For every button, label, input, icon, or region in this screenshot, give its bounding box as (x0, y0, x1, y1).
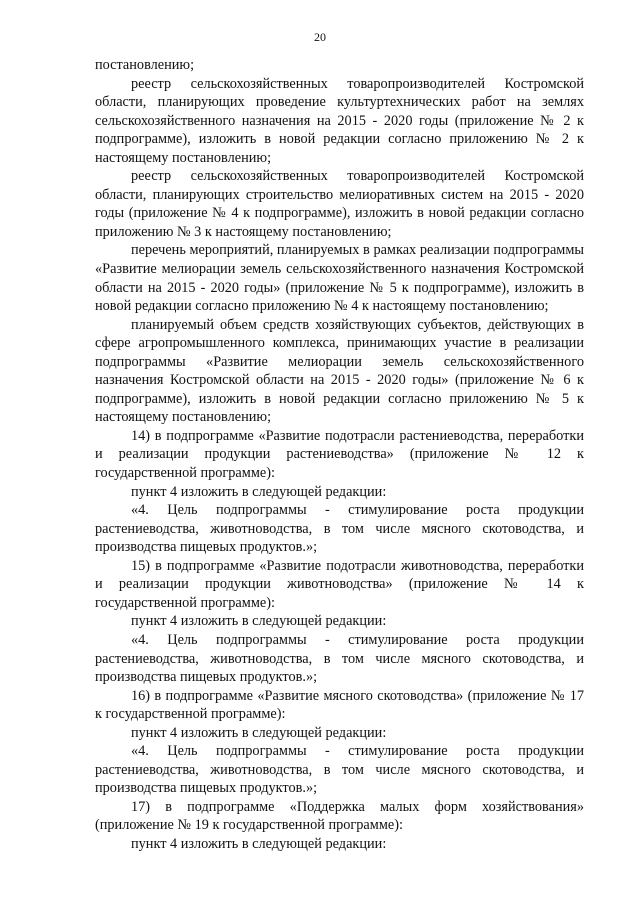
paragraph-continuation: постановлению; (95, 57, 195, 73)
paragraph-point-4-intro: пункт 4 изложить в следующей редакции: (131, 613, 387, 630)
paragraph-goal-quote: «4. Цель подпрограммы - стимулирование роста продукции растениеводства, животноводства, в том числе мясного скотоводства, и производства пищевых продуктов.»; (95, 502, 584, 556)
paragraph-goal-quote: «4. Цель подпрограммы - стимулирование роста продукции растениеводства, животноводства, в том числе мясного скотоводства, и производства пищевых продуктов.»; (95, 631, 584, 686)
paragraph-item-15: 15) в подпрограмме «Развитие подотрасли животноводства, переработки и реализации продукции животноводства» (приложение № 14 к государственной программе): (95, 557, 584, 611)
paragraph-item-17: 17) в подпрограмме «Поддержка малых форм хозяйствования» (приложение № 19 к государственной программе): (95, 798, 584, 834)
document-body (95, 56, 584, 854)
paragraph-registry-melioration-systems: реестр сельскохозяйственных товаропроизводителей Костромской области, планирующих строительство мелиоративных систем на 2015 - 2020 годы (приложение № 4 к подпрограмме), изложить в новой редакции согласно приложению № 3 к настоящему постановлению; (95, 168, 584, 240)
paragraph-item-16: 16) в подпрограмме «Развитие мясного скотоводства» (приложение № 17 к государственной программе): (95, 687, 584, 723)
paragraph-registry-cultural-works: реестр сельскохозяйственных товаропроизводителей Костромской области, планирующих проведение культуртехнических работ на землях сельскохозяйственного назначения на 2015 - 2020 годы (приложение № 2 к подпрограмме), изложить в новой редакции согласно приложению № 2 к настоящему постановлению; (95, 75, 584, 166)
page-number: 20 (314, 30, 326, 44)
paragraph-item-14: 14) в подпрограмме «Развитие подотрасли растениеводства, переработки и реализации продукции растениеводства» (приложение № 12 к государственной программе): (95, 427, 584, 482)
paragraph-point-4-intro: пункт 4 изложить в следующей редакции: (131, 483, 387, 500)
paragraph-point-4-intro: пункт 4 изложить в следующей редакции: (131, 835, 387, 852)
paragraph-goal-quote: «4. Цель подпрограммы - стимулирование роста продукции растениеводства, животноводства, в том числе мясного скотоводства, и производства пищевых продуктов.»; (95, 743, 584, 797)
paragraph-point-4-intro: пункт 4 изложить в следующей редакции: (131, 724, 387, 741)
paragraph-planned-funds: планируемый объем средств хозяйствующих субъектов, действующих в сфере агропромышленного комплекса, принимающих участие в реализации подпрограммы «Развитие мелиорации земель сельскохозяйственного назначения Костромской области на 2015 - 2020 годы» (приложение № 6 к подпрограмме), изложить в новой редакции согласно приложению № 5 к настоящему постановлению; (95, 316, 584, 426)
paragraph-measures-list: перечень мероприятий, планируемых в рамках реализации подпрограммы «Развитие мелиорации земель сельскохозяйственного назначения Костромской области на 2015 - 2020 годы» (приложение № 5 к подпрограмме), изложить в новой редакции согласно приложению № 4 к настоящему постановлению; (95, 242, 584, 315)
